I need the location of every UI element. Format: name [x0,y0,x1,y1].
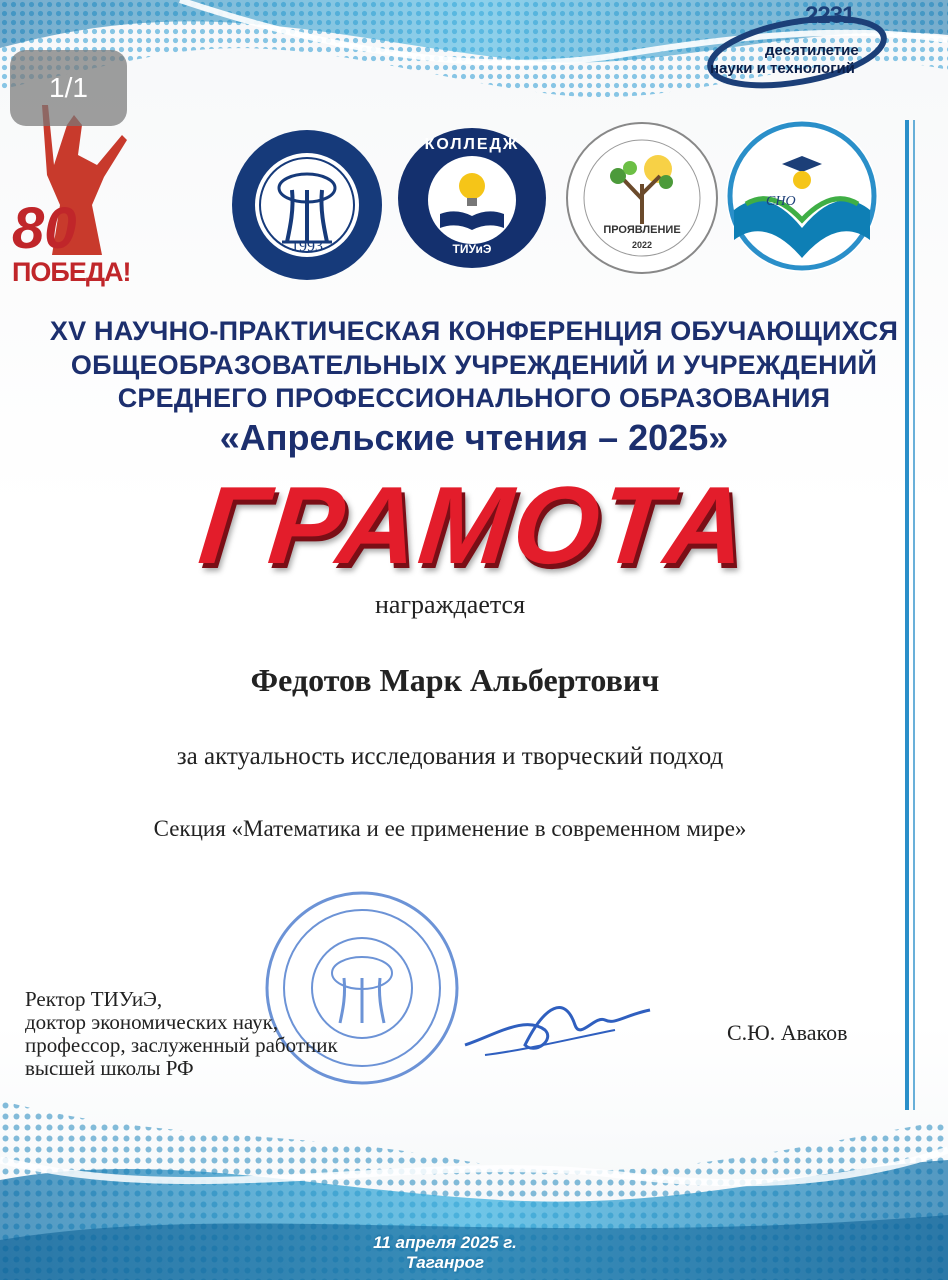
conference-line2: ОБЩЕОБРАЗОВАТЕЛЬНЫХ УЧРЕЖДЕНИЙ И УЧРЕЖДЕНИЙ [70,350,878,380]
footer-date: 11 апреля 2025 г. [373,1233,517,1252]
sno-logo [726,120,878,272]
signer-position [25,988,338,1080]
decade-numbers: 2231 [805,2,855,29]
college-top-text: КОЛЛЕДЖ [424,136,520,153]
college-logo [398,128,546,268]
sno-book-graduate-icon [726,120,878,272]
institute-logo [232,130,382,280]
signer-line2: доктор экономических наук, [25,1010,279,1034]
signer-line4: высшей школы РФ [25,1056,194,1080]
footer-city: Таганрог [405,1253,485,1272]
proyavlenie-logo [566,122,718,274]
conference-line3: СРЕДНЕГО ПРОФЕССИОНАЛЬНОГО ОБРАЗОВАНИЯ [117,383,831,413]
page-counter: 1/1 [10,50,127,126]
conference-line1: XV НАУЧНО-ПРАКТИЧЕСКАЯ КОНФЕРЕНЦИЯ ОБУЧАЮЩИХСЯ [49,316,899,346]
decade-line1: десятилетие [765,42,859,59]
signature-icon [455,985,655,1075]
section-name: Секция «Математика и ее применение в современном мире» [153,816,747,841]
decade-line2: науки и технологий [710,60,855,77]
proyavlenie-year: 2022 [631,240,653,250]
proyavlenie-label: ПРОЯВЛЕНИЕ [603,224,681,236]
award-reason: за актуальность исследования и творческий подход [176,743,724,770]
victory-number: 80 [12,196,77,261]
signer-line3: профессор, заслуженный работник [25,1033,338,1057]
signer-name: С.Ю. Аваков [727,1020,848,1045]
conference-name: «Апрельские чтения – 2025» [219,417,729,458]
awarded-text: награждается [374,590,526,619]
recipient-name: Федотов Марк Альбертович [250,662,660,698]
certificate-title: ГРАМОТА [194,464,754,587]
decade-badge [705,0,890,95]
college-bottom-text: ТИУиЭ [452,242,492,256]
institute-year: 1993 [291,238,323,255]
victory-text: ПОБЕДА! [12,257,131,287]
signer-line1: Ректор ТИУиЭ, [25,987,163,1011]
sno-label: СНО [766,194,796,209]
institute-tree-icon [232,130,382,280]
